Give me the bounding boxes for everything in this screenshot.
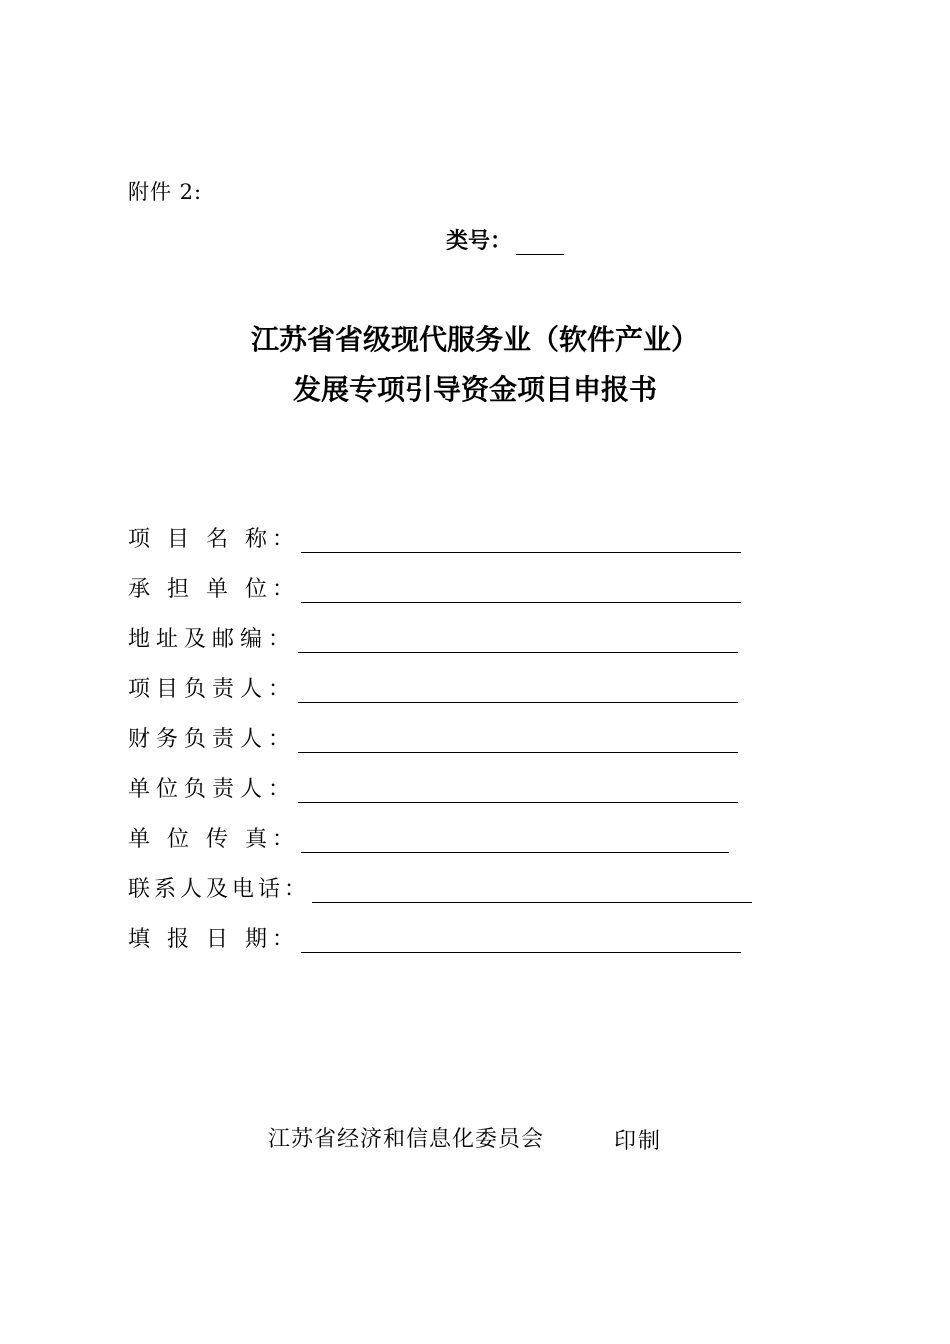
- category-blank-line[interactable]: [516, 230, 564, 255]
- field-label: 单 位 传 真：: [128, 827, 299, 852]
- field-blank-line[interactable]: [298, 630, 738, 653]
- category-number: [446, 224, 564, 255]
- field-label: 填 报 日 期：: [128, 927, 299, 952]
- field-blank-line[interactable]: [298, 680, 738, 703]
- document-title-line-1: 江苏省省级现代服务业（软件产业）: [250, 323, 699, 356]
- field-fill-date: [128, 922, 741, 953]
- attachment-label: 附件 2:: [128, 180, 203, 204]
- field-label: 承 担 单 位：: [128, 577, 299, 602]
- field-blank-line[interactable]: [301, 930, 741, 953]
- field-project-leader: [128, 672, 738, 703]
- category-label: 类号：: [446, 229, 513, 254]
- field-label: 单位负责人：: [128, 777, 297, 802]
- field-undertaking-unit: [128, 572, 741, 603]
- field-blank-line[interactable]: [301, 580, 741, 603]
- print-label: 印制: [614, 1129, 663, 1154]
- field-blank-line[interactable]: [301, 530, 741, 553]
- field-finance-leader: [128, 722, 738, 753]
- field-label: 财务负责人：: [128, 727, 297, 752]
- field-blank-line[interactable]: [298, 730, 738, 753]
- field-label: 地址及邮编：: [128, 627, 297, 652]
- field-project-name: [128, 522, 741, 553]
- issuing-organization: 江苏省经济和信息化委员会: [268, 1127, 545, 1152]
- field-unit-leader: [128, 772, 738, 803]
- field-label: 项 目 名 称：: [128, 527, 299, 552]
- field-blank-line[interactable]: [312, 880, 752, 903]
- field-address-postcode: [128, 622, 738, 653]
- field-label: 联系人及电话：: [128, 877, 311, 902]
- field-label: 项目负责人：: [128, 677, 297, 702]
- field-unit-fax: [128, 822, 729, 853]
- document-title-line-2: 发展专项引导资金项目申报书: [292, 373, 657, 406]
- field-blank-line[interactable]: [298, 780, 738, 803]
- field-contact-phone: [128, 872, 752, 903]
- field-blank-line[interactable]: [301, 830, 729, 853]
